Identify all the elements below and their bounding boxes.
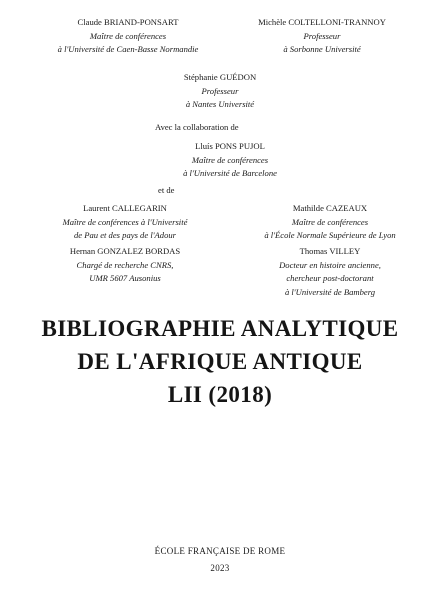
publication-year: 2023 — [210, 563, 230, 573]
publisher: ÉCOLE FRANÇAISE DE ROME — [154, 546, 286, 556]
author-affiliation: à Sorbonne Université — [283, 44, 361, 54]
author-name: Michèle COLTELLONI-TRANNOY — [258, 17, 386, 27]
author-block-cazeaux — [230, 202, 430, 243]
author-name: Claude BRIAND-PONSART — [77, 17, 179, 27]
author-block-guedon — [120, 71, 320, 112]
author-affiliation: à Nantes Université — [185, 99, 255, 109]
author-role: Maître de conférences — [291, 216, 369, 227]
author-role: Maître de conférences — [191, 154, 269, 165]
author-name: Lluís PONS PUJOL — [195, 141, 265, 151]
author-block-pons-pujol — [140, 140, 320, 181]
author-name: Stéphanie GUÉDON — [183, 72, 257, 82]
author-block-villey — [230, 245, 430, 299]
author-role: Chargé de recherche CNRS, — [76, 259, 174, 270]
author-affiliation: chercheur post-doctorant — [286, 273, 374, 283]
author-affiliation: à l'Université de Bamberg — [284, 286, 376, 297]
collaboration-label: Avec la collaboration de — [155, 122, 239, 132]
author-affiliation: à l'Université de Caen-Basse Normandie — [57, 44, 199, 54]
author-role: Professeur — [303, 30, 341, 41]
author-name: Laurent CALLEGARIN — [83, 203, 167, 213]
book-title-line-2: DE L'AFRIQUE ANTIQUE — [77, 349, 363, 374]
author-name: Thomas VILLEY — [299, 246, 361, 256]
author-affiliation: à l'École Normale Supérieure de Lyon — [264, 230, 396, 240]
author-affiliation: de Pau et des pays de l'Adour — [73, 230, 177, 240]
author-name: Hernan GONZALEZ BORDAS — [69, 246, 181, 256]
author-role: Docteur en histoire ancienne, — [279, 259, 381, 270]
author-block-coltelloni-trannoy — [234, 16, 410, 57]
author-affiliation: à l'Université de Barcelone — [183, 168, 277, 178]
author-role: Professeur — [201, 85, 239, 96]
author-block-callegarin — [20, 202, 230, 243]
author-block-gonzalez-bordas — [20, 245, 230, 286]
author-name: Mathilde CAZEAUX — [292, 203, 368, 213]
author-block-briand-ponsart — [28, 16, 228, 57]
author-role: Maître de conférences — [89, 30, 167, 41]
and-label: et de — [158, 185, 175, 195]
book-title-line-1: BIBLIOGRAPHIE ANALYTIQUE — [41, 316, 399, 341]
author-role: Maître de conférences à l'Université — [62, 216, 188, 227]
author-affiliation: UMR 5607 Ausonius — [89, 273, 161, 283]
book-volume: LII (2018) — [167, 382, 273, 407]
